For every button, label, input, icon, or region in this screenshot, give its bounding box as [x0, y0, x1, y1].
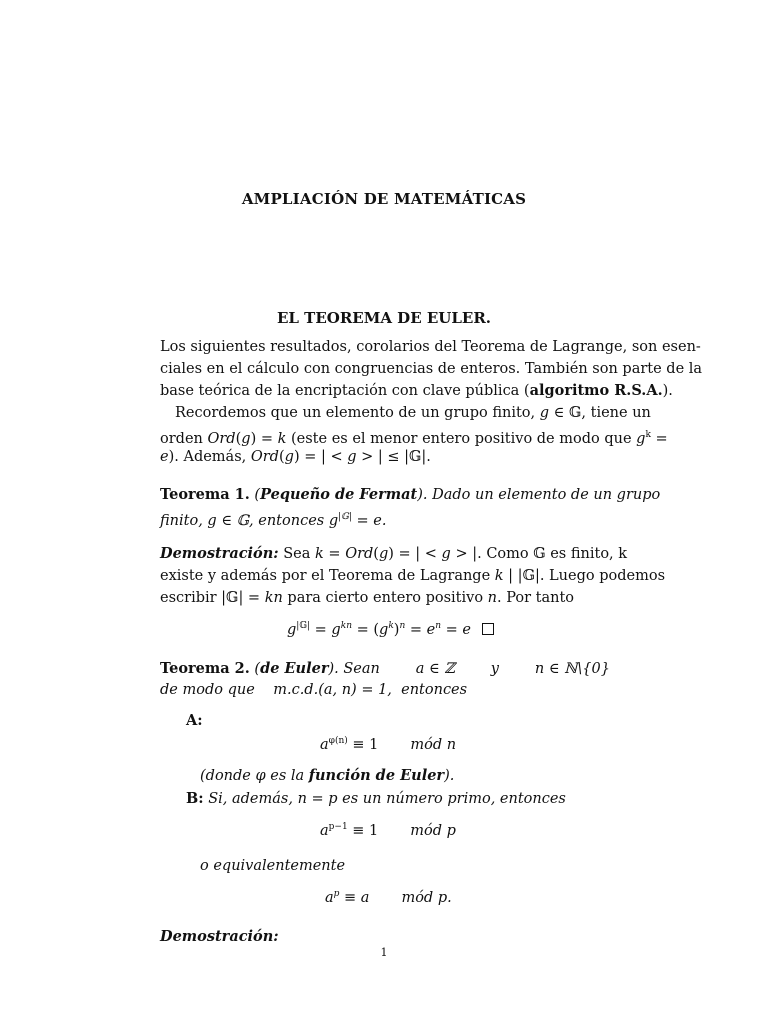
proof-1-line-3: escribir |𝔾| = kn para cierto entero positivo n. Por tanto	[160, 590, 575, 606]
theorem-1-label: Teorema 1.	[160, 486, 250, 503]
proof-1-label: Demostración:	[160, 545, 279, 562]
euler-function-term: función de Euler	[308, 767, 445, 784]
rsa-algorithm-term: algoritmo R.S.A.	[529, 382, 663, 399]
part-a-label: A:	[186, 712, 203, 729]
intro-line-2: ciales en el cálculo con congruencias de enteros. También son parte de la	[160, 361, 703, 377]
section-title: EL TEOREMA DE EULER.	[276, 309, 492, 327]
equivalently-text: o equivalentemente	[200, 858, 346, 874]
intro-line-5: orden Ord(g) = k (este es el menor entero positivo de modo que $g^k$ =	[160, 430, 668, 447]
proof-1-line-1: Demostración: Sea k = Ord(g) = | < g > |. Como 𝔾 es finito, k	[160, 545, 628, 562]
note-a: (donde φ es la función de Euler).	[200, 767, 455, 784]
theorem-2-label: Teorema 2.	[160, 660, 250, 677]
proof-1-equation: $g^{|𝔾|} = g^{kn} = (g^k)^n = e^n = e$	[287, 621, 494, 638]
intro-line-3: base teórica de la encriptación con clave pública (algoritmo R.S.A.).	[160, 382, 673, 399]
equation-b1: $a^{p-1} \equiv 1$ mód p	[320, 822, 456, 839]
theorem-1-name: Pequeño de Fermat	[260, 486, 418, 503]
equation-a: $a^{\varphi(n)} \equiv 1$ mód n	[320, 736, 457, 753]
theorem-2-n-in-n: n ∈ ℕ\{0}	[534, 661, 610, 677]
intro-line-1: Los siguientes resultados, corolarios del Teorema de Lagrange, son esen-	[160, 339, 701, 355]
proof-1-line-2: existe y además por el Teorema de Lagrange k | |𝔾|. Luego podemos	[160, 568, 666, 584]
theorem-2-a-in-z: a ∈ ℤ	[415, 661, 455, 677]
theorem-1-line-1: Teorema 1. (Pequeño de Fermat). Dado un elemento de un grupo	[160, 486, 661, 503]
theorem-2-y: y	[490, 661, 499, 677]
proof-2-label: Demostración:	[160, 928, 279, 945]
qed-square-icon	[482, 623, 494, 635]
theorem-1-line-2: finito, g ∈ 𝔾, entonces $g^{|𝔾|} = e$.	[160, 512, 387, 529]
theorem-2-line-2: de modo que m.c.d.(a, n) = 1, entonces	[160, 682, 468, 698]
theorem-2-name: de Euler	[260, 660, 329, 677]
page-number: 1	[380, 946, 388, 959]
part-b-label: B:	[186, 790, 204, 807]
intro-line-6: e). Además, Ord(g) = | < g > | ≤ |𝔾|.	[160, 449, 431, 465]
theorem-2-line-1: Teorema 2. (de Euler). Sean a ∈ ℤ y n ∈ ℕ\{0}	[160, 658, 610, 680]
intro-line-4: Recordemos que un elemento de un grupo finito, g ∈ 𝔾, tiene un	[175, 405, 651, 421]
document-title: AMPLIACIÓN DE MATEMÁTICAS	[241, 190, 527, 208]
part-b-line: B: Si, además, n = p es un número primo, entonces	[186, 790, 566, 807]
equation-b2: $a^p \equiv a$ mód p.	[325, 889, 452, 906]
